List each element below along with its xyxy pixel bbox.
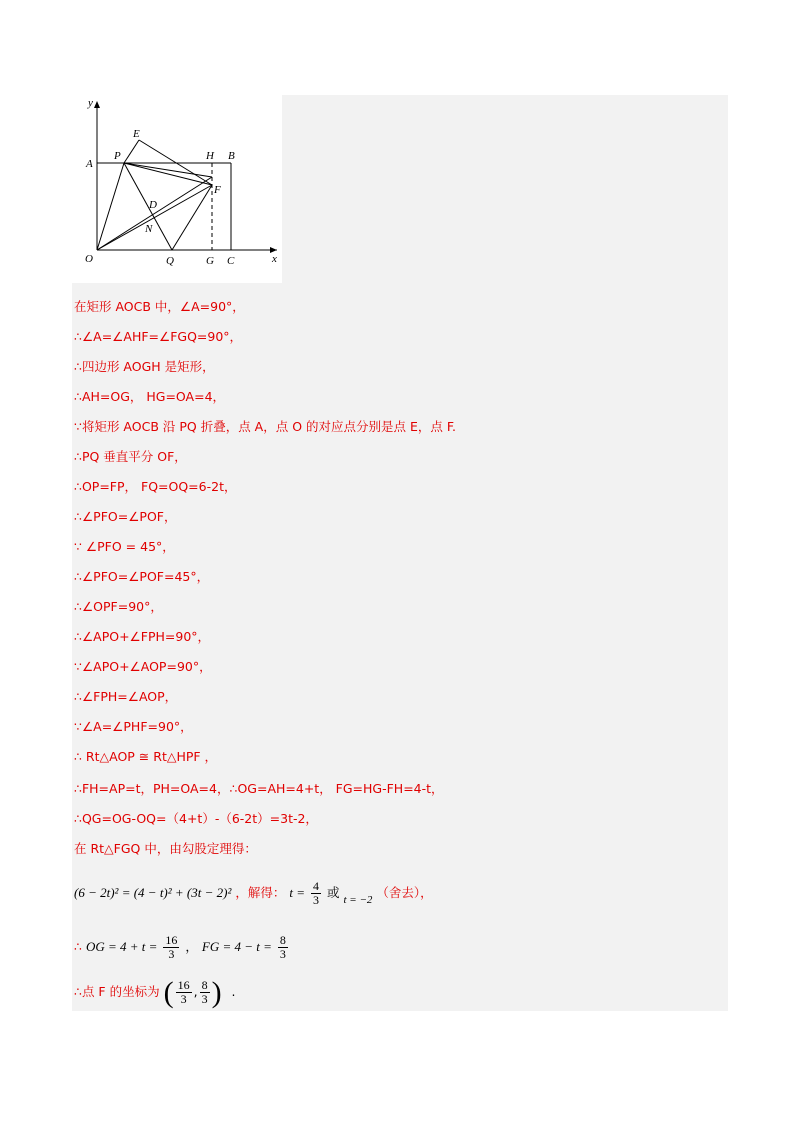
- solution-line-8: ∴∠PFO=∠POF，: [74, 509, 177, 524]
- fg-denominator: 3: [279, 947, 286, 961]
- solution-line-10: ∴∠PFO=∠POF=45°，: [74, 569, 210, 584]
- solution-line-4: ∴AH=OG， HG=OA=4，: [74, 389, 226, 404]
- solution-line-19: 在 Rt△FGQ 中，由勾股定理得：: [74, 841, 257, 856]
- y-numerator: 8: [201, 978, 208, 992]
- og-fraction: [163, 934, 179, 961]
- label-e: E: [133, 128, 140, 140]
- right-paren: ): [211, 975, 222, 1009]
- solution-line-7: ∴OP=FP， FQ=OQ=6-2t，: [74, 479, 237, 494]
- solution-line-13: ∵∠APO+∠AOP=90°，: [74, 659, 212, 674]
- x-fraction: [176, 979, 192, 1006]
- og-expression: OG = 4 + t =: [85, 939, 158, 954]
- or-word: 或: [326, 885, 340, 900]
- t-reject-value: t = −2: [343, 894, 373, 906]
- label-c: C: [227, 255, 235, 267]
- label-n: N: [145, 223, 153, 235]
- label-p: P: [114, 150, 121, 162]
- equation-solve-label: ，解得：: [235, 885, 286, 900]
- left-paren: (: [163, 975, 174, 1009]
- label-x: x: [272, 253, 277, 265]
- solution-line-15: ∵∠A=∠PHF=90°，: [74, 719, 193, 734]
- geometry-figure: [72, 95, 282, 283]
- solution-line-18: ∴QG=OG-OQ=（4+t）-（6-2t）=3t-2，: [74, 811, 318, 826]
- solution-line-17: ∴FH=AP=t，PH=OA=4，∴OG=AH=4+t， FG=HG-FH=4-t，: [74, 781, 444, 796]
- x-numerator: 16: [177, 978, 190, 992]
- coord-comma: ,: [193, 984, 198, 999]
- solution-line-12: ∴∠APO+∠FPH=90°，: [74, 629, 211, 644]
- og-fg-equation: [74, 932, 290, 962]
- y-fraction: [200, 979, 210, 1006]
- solution-line-9: ∵ ∠PFO = 45°，: [74, 539, 175, 554]
- x-denominator: 3: [180, 992, 187, 1006]
- t-numerator: 4: [312, 879, 319, 893]
- coordinate-text: ∴点 F 的坐标为: [74, 984, 160, 999]
- label-d: D: [149, 199, 157, 211]
- solution-line-1: 在矩形 AOCB 中，∠A=90°，: [74, 299, 245, 314]
- label-q: Q: [166, 255, 174, 267]
- f-coordinate-line: [74, 975, 236, 1009]
- reject-note: （舍去），: [376, 885, 433, 900]
- label-f: F: [214, 184, 221, 196]
- label-b: B: [228, 150, 235, 162]
- solution-line-3: ∴四边形 AOGH 是矩形，: [74, 359, 215, 374]
- solution-line-6: ∴PQ 垂直平分 OF，: [74, 449, 187, 464]
- label-g: G: [206, 255, 214, 267]
- solution-line-14: ∴∠FPH=∠AOP，: [74, 689, 178, 704]
- fg-fraction: [278, 934, 288, 961]
- fg-expression: FG = 4 − t =: [201, 939, 272, 954]
- label-a: A: [86, 158, 93, 170]
- equation-lhs: (6 − 2t)² = (4 − t)² + (3t − 2)²: [74, 885, 232, 900]
- label-h: H: [206, 150, 214, 162]
- t-fraction: [311, 880, 321, 907]
- rectangle-fold-diagram: [72, 95, 282, 283]
- period: .: [231, 984, 236, 999]
- label-o: O: [85, 253, 93, 265]
- solution-line-16: ∴ Rt△AOP ≅ Rt△HPF ，: [74, 749, 218, 764]
- og-denominator: 3: [168, 947, 175, 961]
- y-denominator: 3: [201, 992, 208, 1006]
- separator: ，: [185, 939, 198, 954]
- pythagoras-equation: [74, 878, 433, 909]
- solution-line-5: ∵将矩形 AOCB 沿 PQ 折叠，点 A，点 O 的对应点分别是点 E，点 F.: [74, 419, 457, 434]
- solution-line-11: ∴∠OPF=90°，: [74, 599, 163, 614]
- solution-panel: [72, 95, 728, 1011]
- therefore-symbol: ∴: [74, 939, 82, 954]
- label-y: y: [88, 97, 93, 109]
- t-denominator: 3: [312, 893, 319, 907]
- t-label: t =: [289, 885, 305, 900]
- fg-numerator: 8: [279, 933, 286, 947]
- og-numerator: 16: [165, 933, 178, 947]
- solution-line-2: ∴∠A=∠AHF=∠FGQ=90°，: [74, 329, 243, 344]
